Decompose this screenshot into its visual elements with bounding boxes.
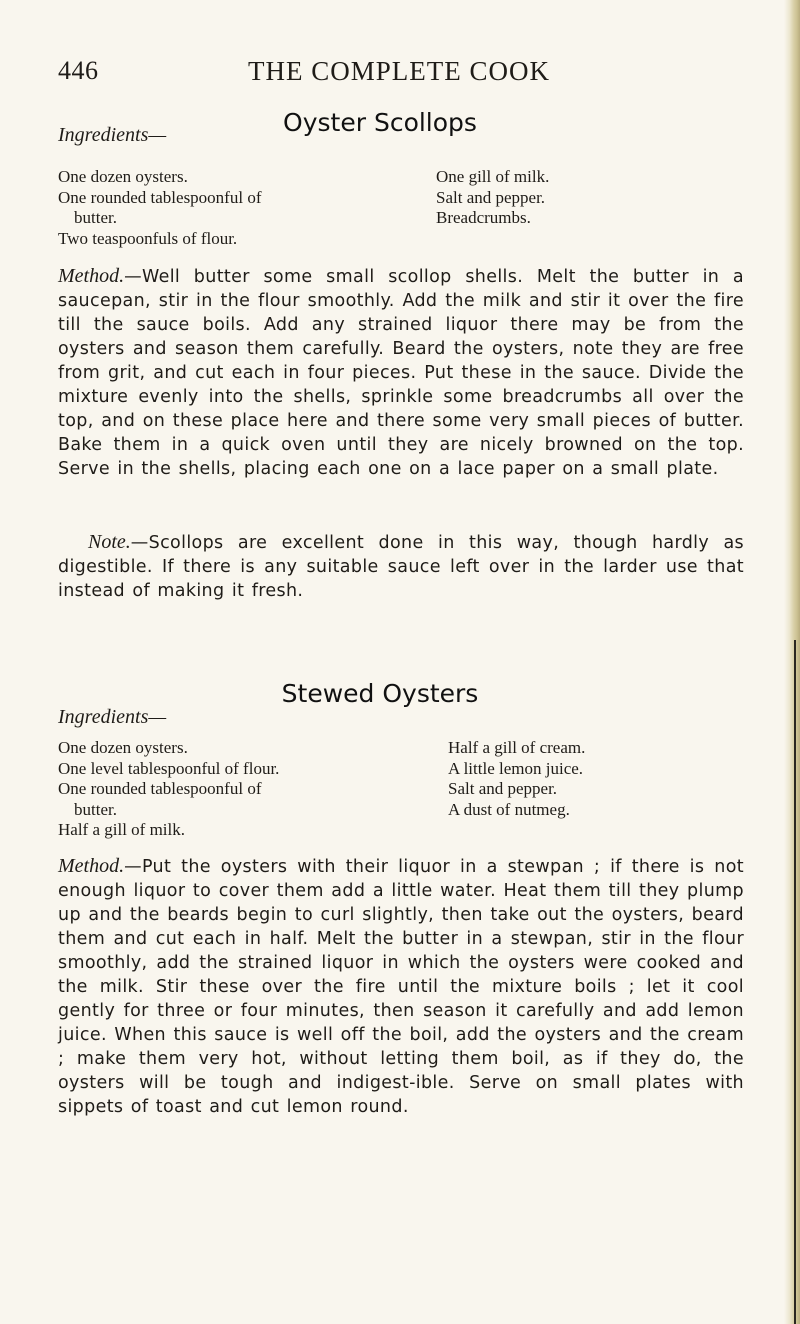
method-text: —Put the oysters with their liquor in a stewpan ; if there is not enough liquor to cover them add a little water. Heat them till they plump up and the beards begin to curl slightly, then take out the oysters, beard them and cut each in half. Melt the butter in a stewpan, stir in the flour smoothly, add the strained liquor in which the oysters were cooked and the milk. Stir these over the fire until the mixture boils ; let it cool gently for three or four minutes, then season it carefully and add lemon juice. When this sauce is well off the boil, add the oysters and the cream ; make them very hot, without letting them boil, as if they do, the oysters will be tough and indigest-ible. Serve on small plates with sippets of toast and cut lemon round. [58, 857, 744, 1117]
ingredient-item: Salt and pepper. [436, 187, 546, 207]
ingredients-list-left [58, 738, 358, 841]
ingredients-label: Ingredients— [58, 124, 167, 146]
ingredient-item: Breadcrumbs. [436, 208, 531, 227]
ingredient-item: butter. [74, 799, 117, 819]
ingredient-item: One rounded tablespoonful of [58, 779, 262, 798]
ingredient-item: One gill of milk. [436, 167, 550, 186]
ingredient-item: Half a gill of cream. [448, 738, 586, 757]
ingredient-item: butter. [74, 208, 117, 227]
ingredient-item: A dust of nutmeg. [448, 799, 570, 819]
ingredient-item: Two teaspoonfuls of flour. [58, 228, 238, 248]
ingredient-item: One dozen oysters. [58, 167, 188, 186]
ingredient-item: One rounded tablespoonful of [58, 187, 262, 207]
recipe-title-stewed-oysters: Stewed Oysters [281, 679, 479, 708]
ingredient-item: A little lemon juice. [448, 758, 584, 778]
note-paragraph [58, 530, 744, 603]
page-header [58, 56, 758, 90]
method-text: —Well butter some small scollop shells. Melt the butter in a saucepan, stir in the flour smoothly. Add the milk and stir it over the fire till the sauce boils. Add any strained liquor there may be from the oysters and season them carefully. Beard the oysters, note they are free from grit, and cut each in four pieces. Put these in the sauce. Divide the mixture evenly into the shells, sprinkle some breadcrumbs all over the top, and on these place here and there some very small pieces of butter. Bake them in a quick oven until they are nicely browned on the top. Serve in the shells, placing each one on a lace paper on a small plate. [58, 267, 744, 479]
method-paragraph [58, 264, 744, 481]
note-label: Note. [88, 531, 131, 553]
recipe-title-oyster-scollops: Oyster Scollops [283, 108, 477, 137]
method-label: Method. [58, 265, 125, 287]
method-paragraph [58, 854, 744, 1119]
ingredients-list-right [448, 738, 788, 820]
ingredient-item: Half a gill of milk. [58, 820, 186, 839]
ingredient-item: Salt and pepper. [448, 779, 558, 798]
ingredients-list-left [58, 167, 358, 249]
ingredients-label: Ingredients— [58, 706, 167, 728]
ingredient-item: One level tablespoonful of flour. [58, 758, 280, 778]
page-number: 446 [58, 56, 99, 85]
page-spine-shadow [784, 0, 800, 1324]
ingredients-list-right [436, 167, 776, 229]
page-edge-line [794, 640, 796, 1324]
running-head: THE COMPLETE COOK [248, 56, 550, 86]
ingredient-item: One dozen oysters. [58, 738, 188, 757]
method-label: Method. [58, 855, 125, 877]
note-text: —Scollops are excellent done in this way, though hardly as digestible. If there is any suitable sauce left over in the larder use that instead of making it fresh. [58, 533, 744, 601]
